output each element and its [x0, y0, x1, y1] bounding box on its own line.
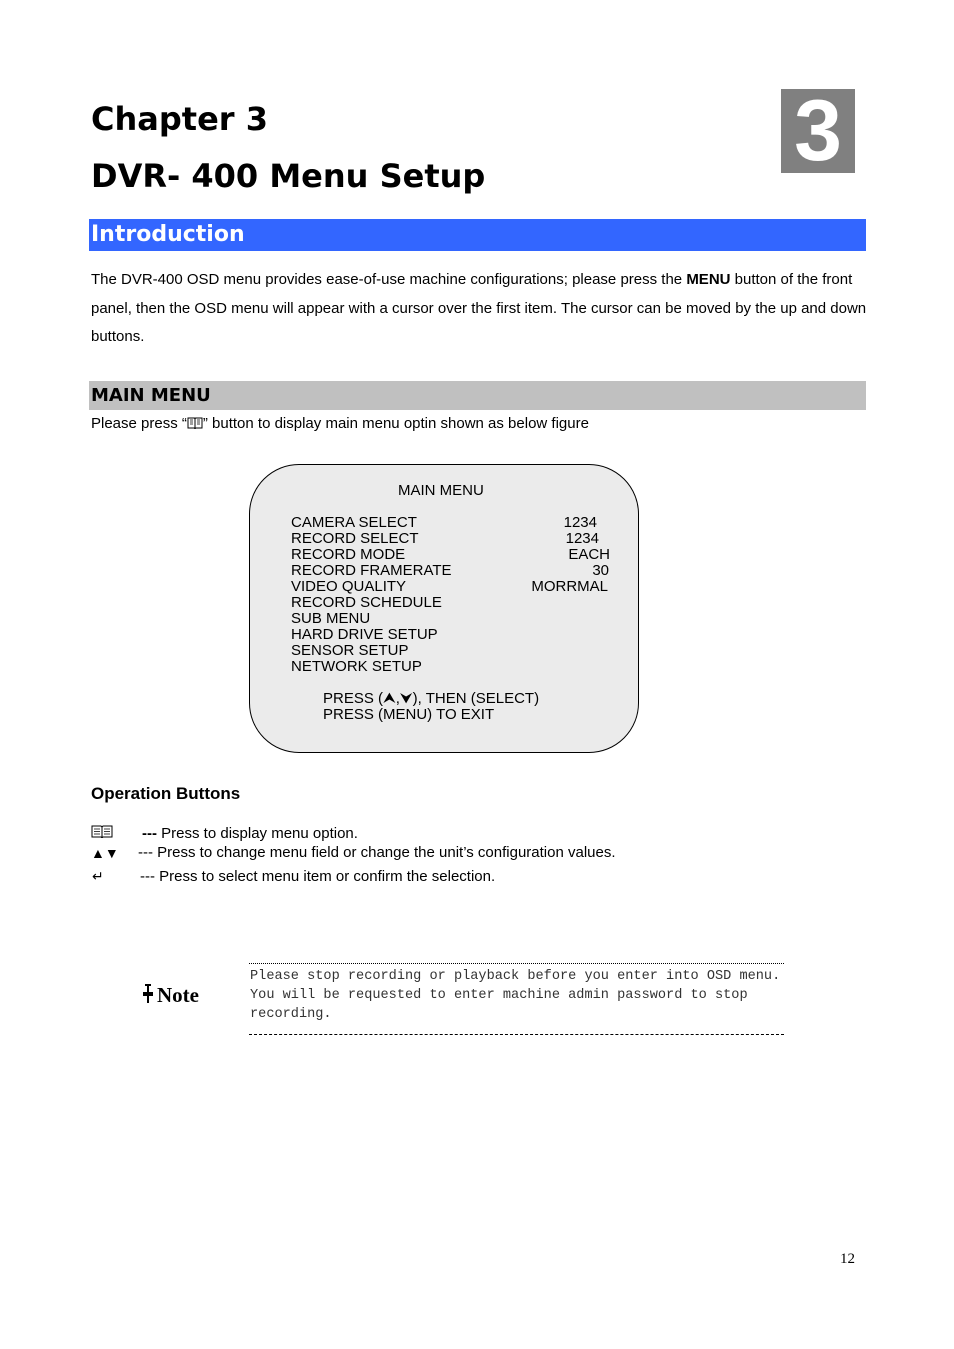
op-row-menu-text [142, 825, 358, 843]
osd-value-record-select: 1234 [565, 530, 599, 547]
pin-icon [141, 984, 157, 1004]
op-dashes: --- [138, 844, 153, 861]
intro-text-before: The DVR-400 OSD menu provides ease-of-use machine configurations; please press the [91, 271, 687, 288]
osd-item-hard-drive-setup: HARD DRIVE SETUP [291, 626, 438, 643]
note-top-rule [249, 963, 784, 964]
osd-item-sensor-setup: SENSOR SETUP [291, 642, 409, 659]
introduction-heading-bar [89, 219, 866, 251]
introduction-heading: Introduction [91, 222, 245, 247]
osd-value-record-mode: EACH [568, 546, 610, 563]
main-menu-heading-bar [89, 381, 866, 410]
op-row-updown-text [138, 844, 616, 862]
up-down-arrows-icon: ▲▼ [91, 845, 119, 861]
note-text: Please stop recording or playback before you enter into OSD menu. You will be requested to enter machine admin password to stop recording. [250, 969, 781, 1022]
op-dashes: --- [140, 868, 155, 885]
osd-item-sub-menu: SUB MENU [291, 610, 371, 627]
main-menu-instruction [91, 414, 589, 434]
op-dashes: --- [142, 825, 157, 842]
osd-value-video-quality: MORRMAL [531, 578, 608, 595]
chapter-number-box: 3 [781, 89, 855, 173]
intro-menu-word: MENU [686, 271, 731, 288]
osd-item-video-quality: VIDEO QUALITY [291, 578, 407, 595]
osd-press-exit: PRESS (MENU) TO EXIT [323, 706, 495, 723]
osd-press-select: PRESS (⮝,⮟), THEN (SELECT) [323, 690, 540, 707]
book-icon [91, 824, 113, 838]
op-menu-desc: Press to display menu option. [157, 825, 358, 842]
chapter-subtitle: DVR- 400 Menu Setup [91, 157, 486, 195]
note-label [141, 982, 199, 1008]
page-number: 12 [840, 1251, 855, 1267]
osd-value-record-framerate: 30 [592, 562, 609, 579]
op-updown-desc: Press to change menu field or change the unit’s configuration values. [153, 844, 616, 861]
osd-item-record-framerate: RECORD FRAMERATE [291, 562, 452, 579]
op-enter-desc: Press to select menu item or confirm the selection. [155, 868, 496, 885]
osd-item-record-mode: RECORD MODE [291, 546, 406, 563]
note-label-text: Note [157, 983, 199, 1007]
osd-value-camera-select: 1234 [563, 514, 597, 531]
instruction-after: ” button to display main menu optin shown as below figure [202, 415, 589, 432]
osd-item-network-setup: NETWORK SETUP [291, 658, 422, 675]
introduction-paragraph [91, 266, 867, 352]
chapter-title: Chapter 3 [91, 100, 268, 138]
main-menu-heading: MAIN MENU [91, 385, 211, 406]
osd-menu-list [291, 515, 452, 675]
osd-item-record-schedule: RECORD SCHEDULE [291, 594, 442, 611]
book-icon [187, 416, 203, 429]
osd-menu-title: MAIN MENU [398, 482, 484, 499]
note-bottom-rule [249, 1034, 784, 1035]
instruction-before: Please press “ [91, 415, 187, 432]
operation-buttons-heading: Operation Buttons [91, 784, 241, 803]
op-row-enter-text [140, 868, 495, 886]
enter-icon: ↵ [92, 868, 104, 884]
op-row-menu [91, 824, 113, 843]
osd-item-camera-select: CAMERA SELECT [291, 514, 417, 531]
intro-text-after: button of the front panel, then the OSD menu will appear with a cursor over the first item. The cursor can be moved by the up and down buttons. [91, 271, 867, 345]
osd-item-record-select: RECORD SELECT [291, 530, 419, 547]
